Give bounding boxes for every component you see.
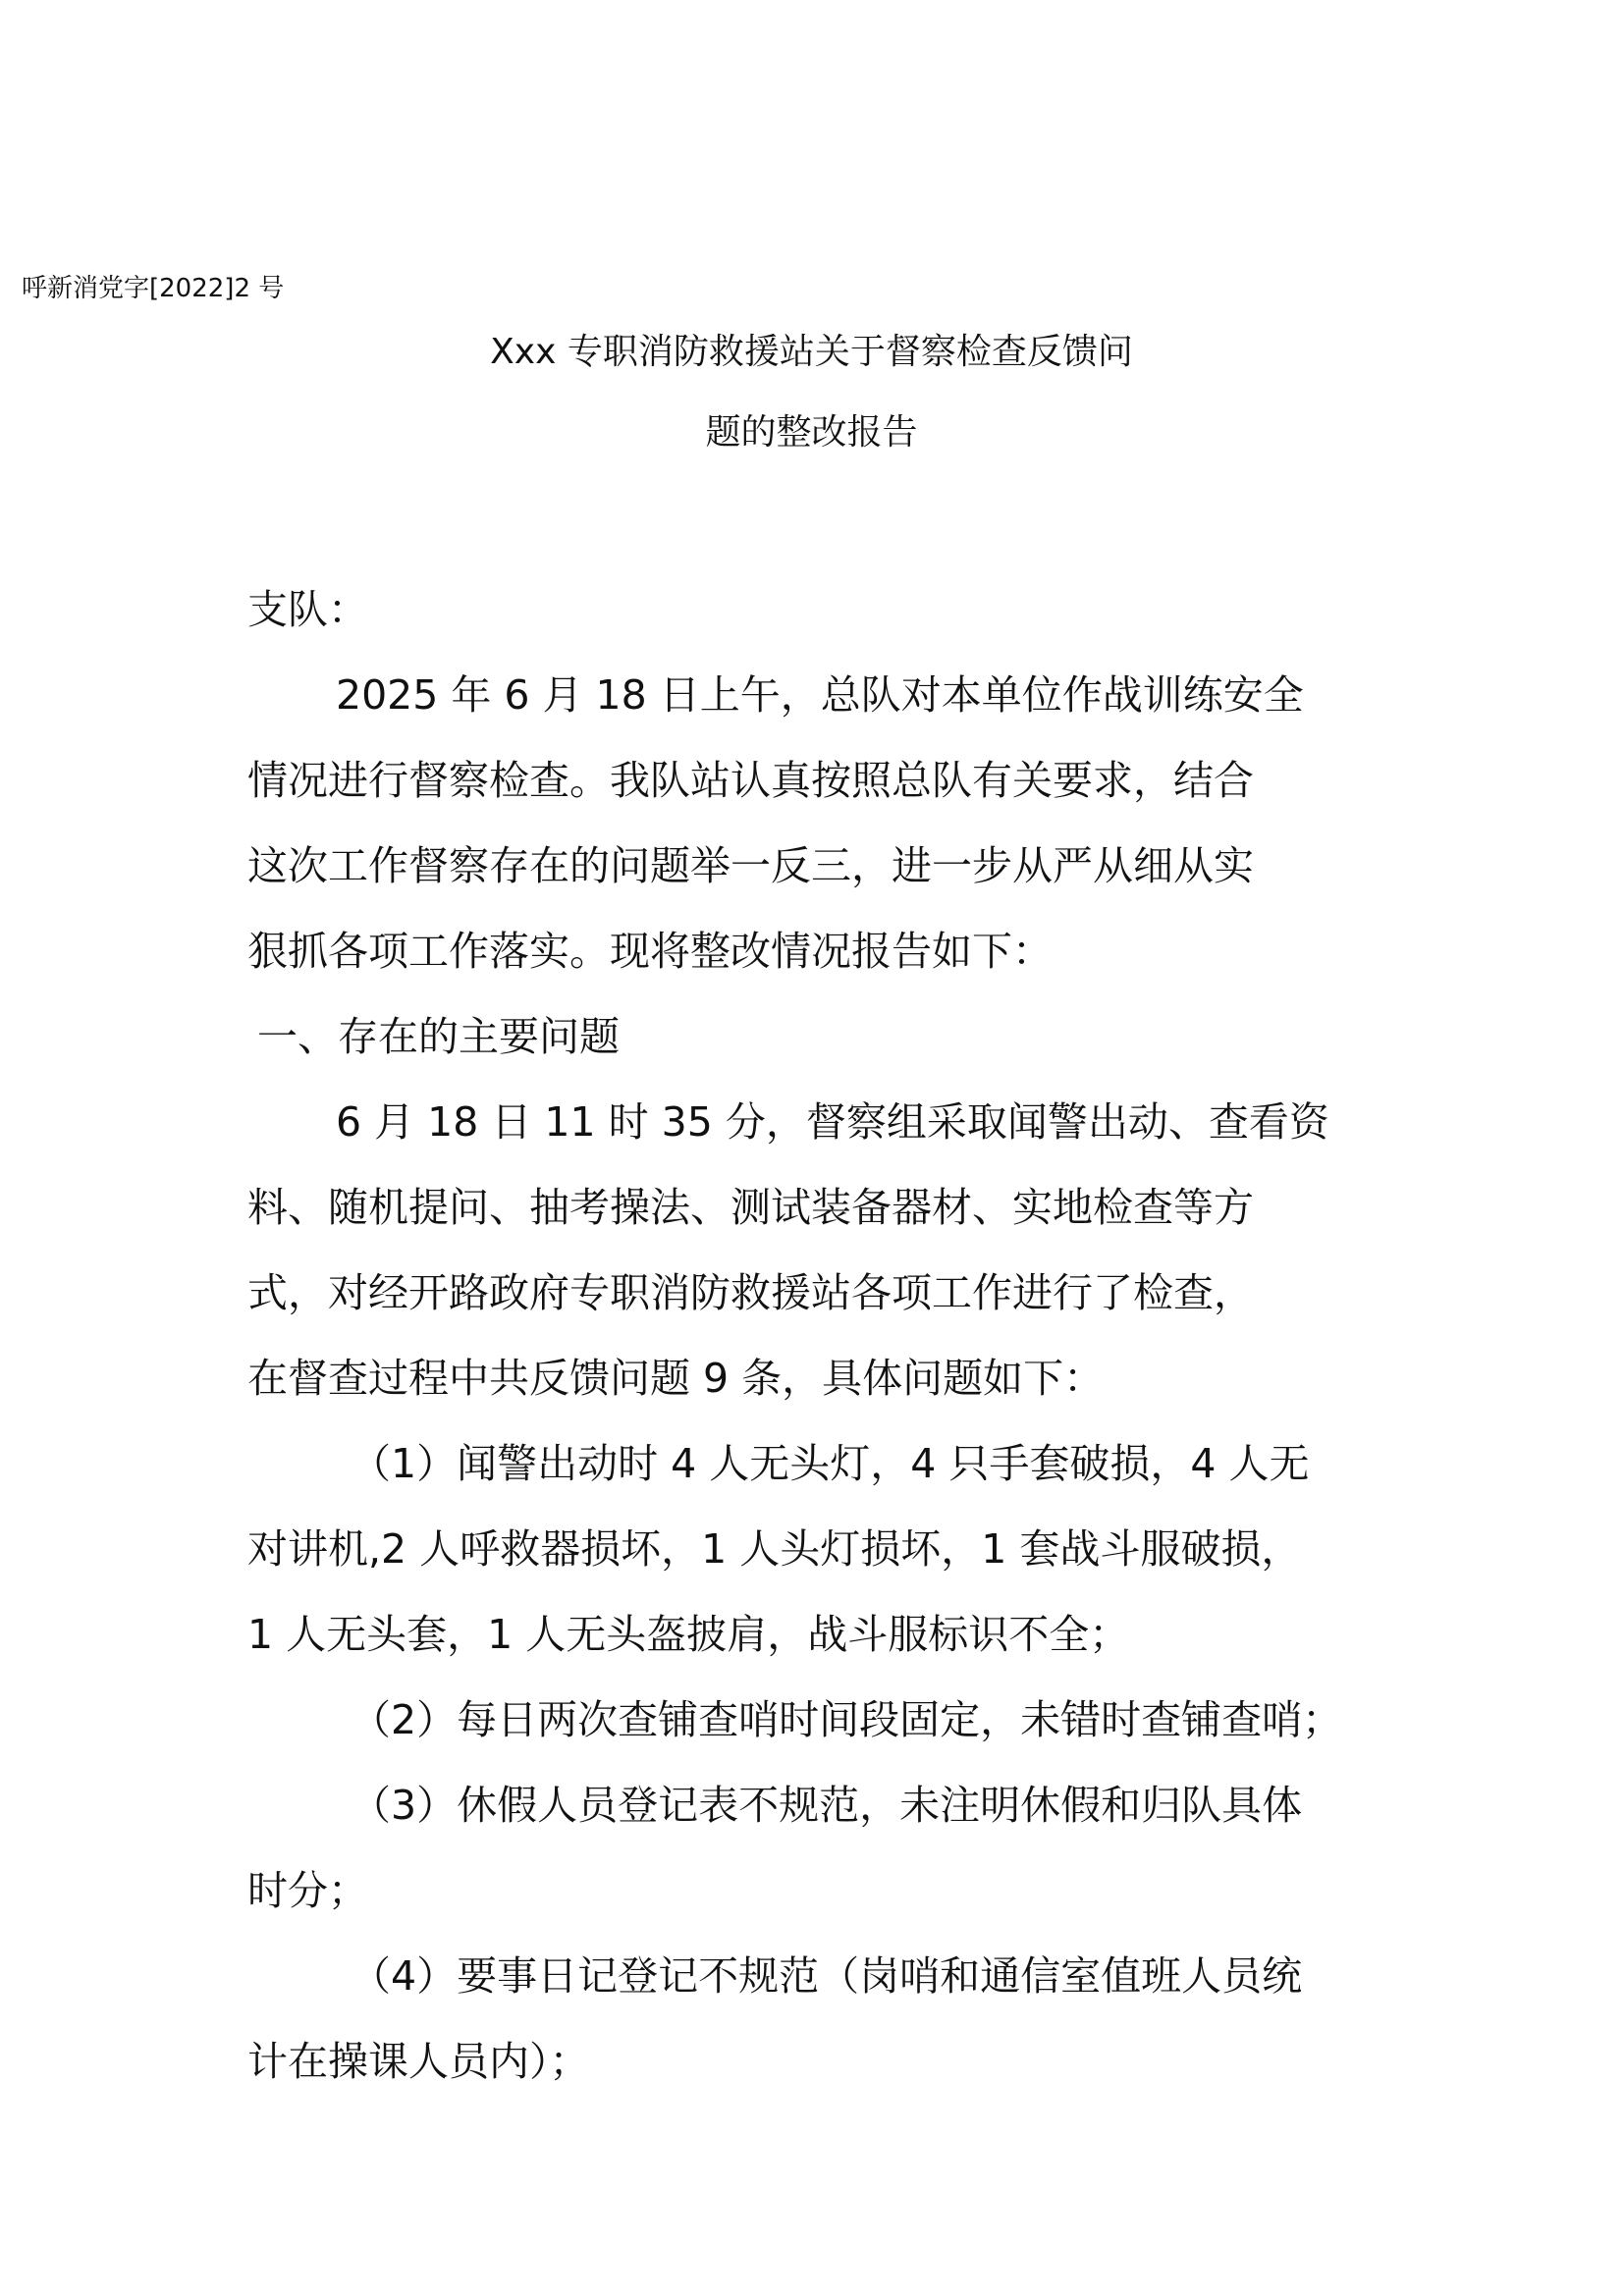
issue-item-4-line: 计在操课人员内）； — [247, 2038, 590, 2085]
intro-line: 2025 年 6 月 18 日上午，总队对本单位作战训练安全 — [336, 671, 1304, 719]
issue-item-2-line: （2）每日两次查铺查哨时间段固定，未错时查铺查哨； — [351, 1696, 1343, 1743]
document-title — [0, 312, 1623, 473]
section-paragraph-line: 在督查过程中共反馈问题 9 条，具体问题如下： — [247, 1355, 1105, 1402]
section-paragraph-line: 6 月 18 日 11 时 35 分，督察组采取闻警出动、查看资 — [336, 1098, 1329, 1146]
intro-line: 这次工作督察存在的问题举一反三，进一步从严从细从实 — [247, 842, 1254, 889]
salutation: 支队： — [247, 586, 368, 633]
document-number: 呼新消党字[2022]2 号 — [22, 274, 285, 303]
issue-item-1-line: 对讲机,2 人呼救器损坏，1 人头灯损坏，1 套战斗服破损， — [247, 1525, 1302, 1573]
section-paragraph-line: 式，对经开路政府专职消防救援站各项工作进行了检查， — [247, 1269, 1254, 1316]
intro-line: 情况进行督察检查。我队站认真按照总队有关要求，结合 — [247, 757, 1254, 804]
issue-item-3-line: 时分； — [247, 1867, 368, 1914]
issue-item-1-line: （1）闻警出动时 4 人无头灯，4 只手套破损，4 人无 — [351, 1440, 1310, 1487]
issue-item-1-line: 1 人无头套，1 人无头盔披肩，战斗服标识不全； — [247, 1611, 1130, 1658]
issue-item-4-line: （4）要事日记登记不规范（岗哨和通信室值班人员统 — [351, 1952, 1303, 2000]
section-heading: 一、存在的主要问题 — [257, 1013, 620, 1060]
title-line-1: Xxx 专职消防救援站关于督察检查反馈问 — [490, 332, 1133, 372]
issue-item-3-line: （3）休假人员登记表不规范，未注明休假和归队具体 — [351, 1782, 1303, 1829]
intro-line: 狠抓各项工作落实。现将整改情况报告如下： — [247, 928, 1053, 975]
section-paragraph-line: 料、随机提问、抽考操法、测试装备器材、实地检查等方 — [247, 1184, 1254, 1231]
title-line-2: 题的整改报告 — [705, 412, 918, 453]
